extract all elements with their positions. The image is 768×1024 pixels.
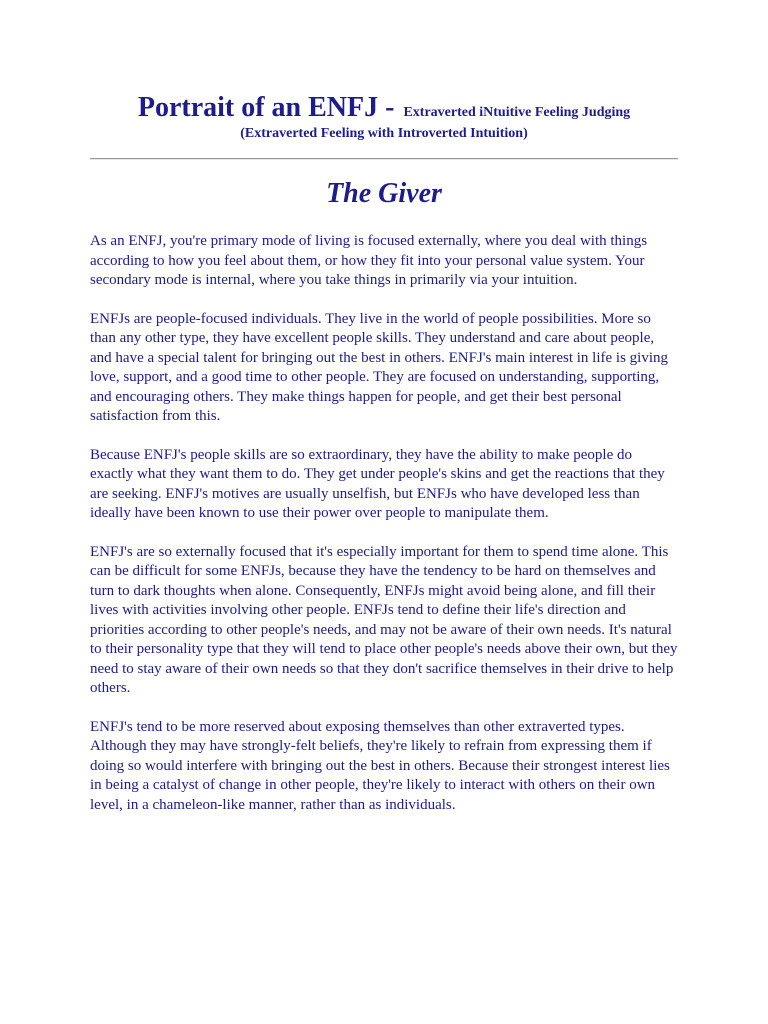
section-heading: The Giver (326, 178, 442, 209)
page-title (90, 92, 678, 124)
page-subtitle: (Extraverted Feeling with Introverted Intuition) (240, 126, 528, 141)
paragraph-5: ENFJ's tend to be more reserved about exposing themselves than other extraverted types. Although they may have strongly-felt beliefs, they're likely to refrain from expressing them if doing so would interfere with bringing out the best in others. Because their strongest interest lies in being a catalyst of change in other people, they're likely to interact with others on their own level, in a chameleon-like manner, rather than as individuals. (90, 718, 670, 813)
title-type-description: Extraverted iNtuitive Feeling Judging (403, 105, 631, 120)
horizontal-divider (90, 158, 678, 160)
paragraph-2: ENFJs are people-focused individuals. They live in the world of people possibilities. More so than any other type, they have excellent people skills. They understand and care about people, and have a special talent for bringing out the best in others. ENFJ's main interest in life is giving love, support, and a good time to other people. They are focused on understanding, supporting, and encouraging others. They make things happen for people, and get their best personal satisfaction from this. (90, 310, 668, 424)
paragraph-4: ENFJ's are so externally focused that it's especially important for them to spend time alone. This can be difficult for some ENFJs, because they have the tendency to be hard on themselves and turn to dark thoughts when alone. Consequently, ENFJs might avoid being alone, and fill their lives with activities involving other people. ENFJs tend to define their life's direction and priorities according to other people's needs, and may not be aware of their own needs. It's natural to their personality type that they will tend to place other people's needs above their own, but they need to stay aware of their own needs so that they don't sacrifice themselves in their drive to help others. (90, 543, 678, 696)
paragraph-3: Because ENFJ's people skills are so extraordinary, they have the ability to make people do exactly what they want them to do. They get under people's skins and get the reactions that they are seeking. ENFJ's motives are usually unselfish, but ENFJs who have developed less than ideally have been known to use their power over people to manipulate them. (90, 446, 665, 521)
paragraph-1: As an ENFJ, you're primary mode of living is focused externally, where you deal with things according to how you feel about them, or how they fit into your personal value system. Your secondary mode is internal, where you take things in primarily via your intuition. (90, 233, 648, 288)
body-text (90, 232, 678, 834)
title-main: Portrait of an ENFJ - (137, 92, 402, 123)
